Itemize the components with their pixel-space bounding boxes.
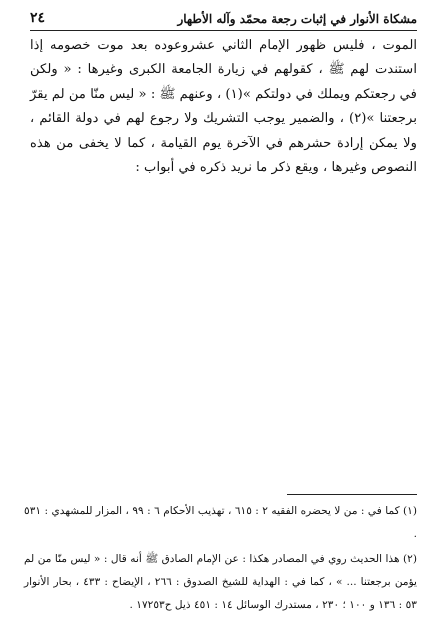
running-title: مشكاة الأنوار في إثبات رجعة محمّد وآله الأطهار xyxy=(177,12,417,26)
footnote-2: (٢) هذا الحديث روي في المصادر هكذا : عن الإمام الصادق ﷺ أنه قال : « ليس منّا من لم يؤمن برجعتنا ... » ، كما في : الهداية للشيخ الصدوق : ٢٦٦ ، الإيضاح : ٤٣٣ ، بحار الأنوار ٥٣ : ١٣٦ و ١٠٠ ؛ ٢٣٠ ، مستدرك الوسائل ١٤ : ٤٥١ ذيل ح١٧٢٥٣ . xyxy=(24,553,417,611)
main-text xyxy=(30,34,417,180)
footnote-1: (١) كما في : من لا يحضره الفقيه ٢ : ٦١٥ ، تهذيب الأحكام ٦ : ٩٩ ، المزار للمشهدي : ٥٣١ . xyxy=(24,505,417,540)
page-number: ٢٤ xyxy=(30,10,46,26)
body-paragraph: الموت ، فليس ظهور الإمام الثاني عشروعوده بعد موت خصومه إذا استندت لهم ﷺ ، كقولهم في زيارة الجامعة الكبرى وغيرها : « ولكن في رجعتكم ويملك في دولتكم »(١) ، وعنهم ﷺ : « ليس منّا من لم يقرّ برجعتنا »(٢) ، والضمير يوجب التشريك ولا رجوع لهم في دولة القائم ، ولا يمكن إرادة حشرهم في الآخرة يوم القيامة ، كما لا يخفى من هذه النصوص وغيرها ، ويقع ذكر ما نريد ذكره في أبواب : xyxy=(30,38,417,176)
header-rule xyxy=(30,30,417,31)
footnote-separator xyxy=(287,494,417,495)
page-header xyxy=(30,6,417,32)
footnotes xyxy=(24,500,417,617)
